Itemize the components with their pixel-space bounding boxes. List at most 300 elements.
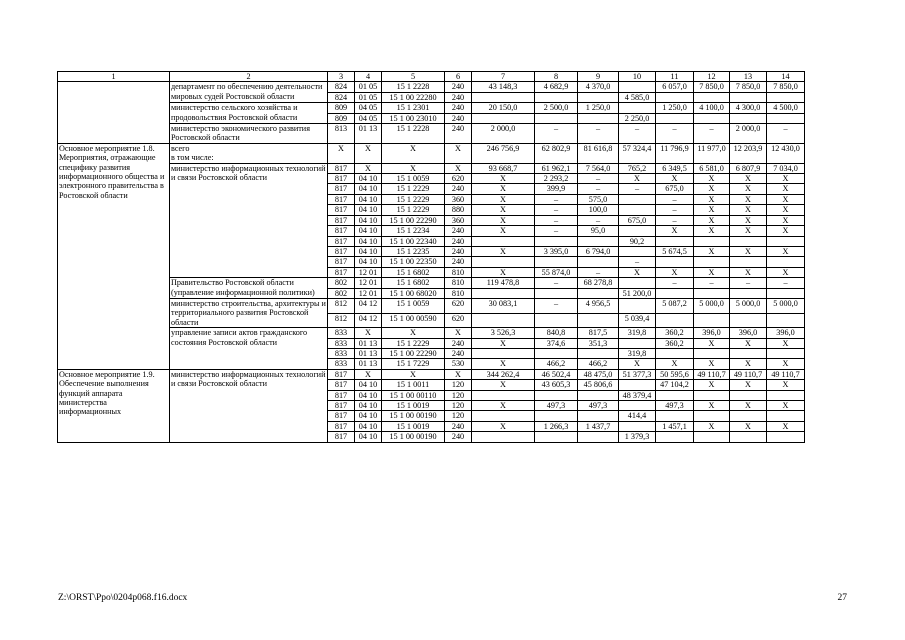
value-cell: – <box>578 174 619 184</box>
column-header: 12 <box>694 72 730 82</box>
value-cell: – <box>656 215 694 225</box>
value-cell <box>578 257 619 267</box>
value-cell <box>767 348 805 358</box>
value-cell: 01 05 <box>355 82 382 92</box>
value-cell <box>535 92 578 102</box>
value-cell: 319,8 <box>619 348 656 358</box>
value-cell <box>694 432 730 442</box>
value-cell: 240 <box>445 103 472 113</box>
value-cell: 2 500,0 <box>535 103 578 113</box>
value-cell: 809 <box>328 113 355 123</box>
column-header: 14 <box>767 72 805 82</box>
value-cell: X <box>472 421 535 431</box>
value-cell <box>578 92 619 102</box>
value-cell: 7 850,0 <box>694 82 730 92</box>
value-cell: X <box>472 194 535 204</box>
value-cell <box>730 432 767 442</box>
organization-name: министерство строительства, архитектуры и территориального развития Ростовской области <box>171 298 326 327</box>
value-cell: 344 262,4 <box>472 369 535 379</box>
value-cell: 817 <box>328 246 355 256</box>
organization-name: министерство информационных технологий и связи Ростовской области <box>170 369 328 442</box>
value-cell: 374,6 <box>535 338 578 348</box>
organization-name <box>170 143 328 163</box>
value-cell: 04 10 <box>355 246 382 256</box>
value-cell <box>619 205 656 215</box>
value-cell: 817 <box>328 215 355 225</box>
value-cell: 824 <box>328 82 355 92</box>
value-cell: X <box>694 380 730 390</box>
value-cell: 120 <box>445 380 472 390</box>
value-cell: 620 <box>445 298 472 313</box>
value-cell: 1 250,0 <box>578 103 619 113</box>
value-cell <box>535 432 578 442</box>
value-cell: X <box>619 359 656 369</box>
organization-name: Правительство Ростовской области (управление информационной политики) <box>170 278 328 299</box>
value-cell: 765,2 <box>619 163 656 173</box>
value-cell: 4 300,0 <box>730 103 767 113</box>
value-cell: 12 430,0 <box>767 143 805 163</box>
value-cell: X <box>730 205 767 215</box>
value-cell <box>535 348 578 358</box>
value-cell: 48 475,0 <box>578 369 619 379</box>
value-cell: X <box>730 421 767 431</box>
value-cell: – <box>535 194 578 204</box>
value-cell: X <box>694 359 730 369</box>
value-cell: 360,2 <box>656 338 694 348</box>
column-header: 1 <box>58 72 170 82</box>
value-cell <box>767 113 805 123</box>
value-cell <box>578 411 619 421</box>
value-cell: X <box>767 401 805 411</box>
value-cell <box>472 432 535 442</box>
value-cell: X <box>382 163 445 173</box>
column-header: 4 <box>355 72 382 82</box>
value-cell <box>656 432 694 442</box>
value-cell: 04 10 <box>355 205 382 215</box>
value-cell: X <box>694 226 730 236</box>
value-cell: 817 <box>328 174 355 184</box>
value-cell: 817,5 <box>578 328 619 338</box>
value-cell <box>694 411 730 421</box>
value-cell <box>472 411 535 421</box>
organization-name: департамент по обеспечению деятельности мировых судей Ростовской области <box>170 82 328 103</box>
value-cell: 04 05 <box>355 113 382 123</box>
value-cell: 01 05 <box>355 92 382 102</box>
value-cell: 43 605,3 <box>535 380 578 390</box>
value-cell: X <box>472 246 535 256</box>
value-cell: 15 1 00 22290 <box>382 215 445 225</box>
value-cell <box>694 236 730 246</box>
value-cell <box>472 313 535 328</box>
value-cell <box>619 401 656 411</box>
value-cell: 575,0 <box>578 194 619 204</box>
value-cell <box>656 288 694 298</box>
value-cell: 61 962,1 <box>535 163 578 173</box>
value-cell: 817 <box>328 205 355 215</box>
value-cell: 81 616,8 <box>578 143 619 163</box>
value-cell: 15 1 2229 <box>382 194 445 204</box>
value-cell: – <box>730 278 767 288</box>
value-cell: 04 10 <box>355 194 382 204</box>
value-cell <box>619 421 656 431</box>
value-cell: 55 874,0 <box>535 267 578 277</box>
column-header: 13 <box>730 72 767 82</box>
value-cell: 2 000,0 <box>730 124 767 144</box>
value-cell: X <box>382 369 445 379</box>
value-cell: – <box>767 124 805 144</box>
value-cell: X <box>767 246 805 256</box>
value-cell: 01 13 <box>355 338 382 348</box>
value-cell: 497,3 <box>578 401 619 411</box>
value-cell <box>694 348 730 358</box>
value-cell: 360 <box>445 194 472 204</box>
value-cell: 675,0 <box>656 184 694 194</box>
including-label: в том числе: <box>171 153 214 163</box>
value-cell: – <box>578 184 619 194</box>
page-number: 27 <box>837 593 847 603</box>
value-cell: 5 000,0 <box>730 298 767 313</box>
value-cell: 809 <box>328 103 355 113</box>
value-cell <box>730 113 767 123</box>
value-cell: 4 956,5 <box>578 298 619 313</box>
value-cell: 817 <box>328 184 355 194</box>
value-cell: X <box>730 194 767 204</box>
value-cell: 15 1 2301 <box>382 103 445 113</box>
value-cell <box>619 298 656 313</box>
value-cell: 68 278,8 <box>578 278 619 288</box>
value-cell <box>578 113 619 123</box>
value-cell: 04 10 <box>355 184 382 194</box>
value-cell: X <box>767 215 805 225</box>
value-cell <box>619 380 656 390</box>
value-cell <box>619 246 656 256</box>
value-cell: 11 796,9 <box>656 143 694 163</box>
value-cell <box>472 113 535 123</box>
organization-name: министерство информационных технологий и связи Ростовской области <box>170 163 328 277</box>
value-cell: X <box>656 267 694 277</box>
value-cell <box>656 113 694 123</box>
value-cell <box>619 278 656 288</box>
value-cell: 497,3 <box>656 401 694 411</box>
value-cell: 6 349,5 <box>656 163 694 173</box>
value-cell <box>767 92 805 102</box>
value-cell <box>656 236 694 246</box>
value-cell: 1 379,3 <box>619 432 656 442</box>
value-cell: X <box>472 226 535 236</box>
value-cell <box>619 338 656 348</box>
value-cell: 817 <box>328 236 355 246</box>
value-cell: 15 1 0011 <box>382 380 445 390</box>
value-cell: 880 <box>445 205 472 215</box>
value-cell <box>767 257 805 267</box>
value-cell <box>472 92 535 102</box>
value-cell: 04 12 <box>355 313 382 328</box>
value-cell: 90,2 <box>619 236 656 246</box>
value-cell: 530 <box>445 359 472 369</box>
value-cell: – <box>656 278 694 288</box>
value-cell <box>656 411 694 421</box>
value-cell <box>694 92 730 102</box>
value-cell: 4 682,9 <box>535 82 578 92</box>
value-cell: 817 <box>328 267 355 277</box>
value-cell: 812 <box>328 298 355 313</box>
value-cell: 824 <box>328 92 355 102</box>
value-cell <box>535 313 578 328</box>
value-cell: X <box>619 174 656 184</box>
value-cell: X <box>767 267 805 277</box>
value-cell: X <box>767 421 805 431</box>
value-cell: 396,0 <box>694 328 730 338</box>
value-cell: 817 <box>328 194 355 204</box>
value-cell: 15 1 00 22280 <box>382 92 445 102</box>
value-cell: 2 250,0 <box>619 113 656 123</box>
value-cell: – <box>578 215 619 225</box>
value-cell: 7 034,0 <box>767 163 805 173</box>
value-cell <box>694 313 730 328</box>
value-cell: 2 000,0 <box>472 124 535 144</box>
value-cell: – <box>656 124 694 144</box>
value-cell <box>578 348 619 358</box>
activity-name: Основное мероприятие 1.8. Мероприятия, отражающие специфику развития информационного общества и электронного правительства в Ростовской области <box>58 143 170 369</box>
value-cell: 15 1 00 68020 <box>382 288 445 298</box>
value-cell: 6 807,9 <box>730 163 767 173</box>
value-cell: 04 10 <box>355 236 382 246</box>
value-cell: 04 10 <box>355 226 382 236</box>
value-cell: 802 <box>328 288 355 298</box>
value-cell: X <box>730 359 767 369</box>
value-cell <box>578 432 619 442</box>
value-cell: 4 500,0 <box>767 103 805 113</box>
value-cell: 240 <box>445 348 472 358</box>
value-cell: X <box>730 380 767 390</box>
value-cell: 6 057,0 <box>656 82 694 92</box>
value-cell: 12 01 <box>355 288 382 298</box>
value-cell: 240 <box>445 257 472 267</box>
value-cell: 1 266,3 <box>535 421 578 431</box>
value-cell: 240 <box>445 124 472 144</box>
value-cell: 817 <box>328 380 355 390</box>
value-cell: X <box>730 401 767 411</box>
total-label: всего <box>171 143 190 153</box>
value-cell: 240 <box>445 421 472 431</box>
value-cell: – <box>656 205 694 215</box>
value-cell: X <box>472 215 535 225</box>
value-cell: 817 <box>328 390 355 400</box>
value-cell <box>619 82 656 92</box>
value-cell: 15 1 00 22340 <box>382 236 445 246</box>
value-cell: X <box>694 205 730 215</box>
value-cell: 12 01 <box>355 278 382 288</box>
value-cell: 95,0 <box>578 226 619 236</box>
value-cell: 119 478,8 <box>472 278 535 288</box>
value-cell: 15 1 00 00110 <box>382 390 445 400</box>
value-cell: 15 1 0019 <box>382 401 445 411</box>
value-cell: 466,2 <box>535 359 578 369</box>
value-cell: 3 395,0 <box>535 246 578 256</box>
value-cell: 15 1 2229 <box>382 205 445 215</box>
value-cell: X <box>730 246 767 256</box>
value-cell: X <box>730 174 767 184</box>
value-cell: 15 1 2234 <box>382 226 445 236</box>
value-cell: 15 1 2229 <box>382 184 445 194</box>
value-cell: 15 1 2229 <box>382 338 445 348</box>
value-cell: X <box>694 184 730 194</box>
organization-name: министерство экономического развития Ростовской области <box>170 124 328 144</box>
value-cell: 04 10 <box>355 421 382 431</box>
value-cell: X <box>472 267 535 277</box>
value-cell: – <box>578 267 619 277</box>
value-cell: – <box>767 278 805 288</box>
value-cell: 833 <box>328 328 355 338</box>
value-cell <box>619 103 656 113</box>
value-cell: 7 850,0 <box>730 82 767 92</box>
value-cell: 466,2 <box>578 359 619 369</box>
value-cell: 360,2 <box>656 328 694 338</box>
value-cell: 802 <box>328 278 355 288</box>
value-cell: 12 203,9 <box>730 143 767 163</box>
table-row <box>58 278 805 288</box>
value-cell: 817 <box>328 401 355 411</box>
column-header: 11 <box>656 72 694 82</box>
value-cell: 45 806,6 <box>578 380 619 390</box>
value-cell: X <box>730 338 767 348</box>
value-cell: 1 437,7 <box>578 421 619 431</box>
value-cell: 04 10 <box>355 174 382 184</box>
value-cell: 04 10 <box>355 432 382 442</box>
value-cell: 46 502,4 <box>535 369 578 379</box>
value-cell: X <box>730 215 767 225</box>
value-cell: 04 10 <box>355 411 382 421</box>
table-row <box>58 82 805 92</box>
value-cell: 15 1 00 22350 <box>382 257 445 267</box>
value-cell: 04 10 <box>355 257 382 267</box>
value-cell: 12 01 <box>355 267 382 277</box>
value-cell: X <box>472 205 535 215</box>
value-cell: X <box>472 359 535 369</box>
value-cell: 50 595,6 <box>656 369 694 379</box>
value-cell: 5 039,4 <box>619 313 656 328</box>
value-cell: X <box>355 163 382 173</box>
value-cell: – <box>619 257 656 267</box>
value-cell: 817 <box>328 411 355 421</box>
value-cell <box>656 313 694 328</box>
column-header: 9 <box>578 72 619 82</box>
activity-name: Основное мероприятие 1.9. Обеспечение выполнения функций аппарата министерства информационных <box>58 369 170 442</box>
table-row <box>58 103 805 113</box>
value-cell: X <box>694 401 730 411</box>
column-header: 3 <box>328 72 355 82</box>
value-cell: 240 <box>445 184 472 194</box>
value-cell: 20 150,0 <box>472 103 535 113</box>
value-cell: 817 <box>328 163 355 173</box>
total-row <box>58 143 805 163</box>
value-cell: 6 581,0 <box>694 163 730 173</box>
value-cell: 2 293,2 <box>535 174 578 184</box>
value-cell: 49 110,7 <box>694 369 730 379</box>
value-cell: – <box>578 124 619 144</box>
value-cell: 11 977,0 <box>694 143 730 163</box>
value-cell: 4 100,0 <box>694 103 730 113</box>
value-cell: 813 <box>328 124 355 144</box>
value-cell: X <box>656 226 694 236</box>
value-cell: – <box>619 184 656 194</box>
value-cell: 15 1 6802 <box>382 278 445 288</box>
value-cell: X <box>767 174 805 184</box>
value-cell <box>694 288 730 298</box>
value-cell: 15 1 2235 <box>382 246 445 256</box>
value-cell: X <box>694 174 730 184</box>
value-cell <box>730 288 767 298</box>
value-cell: X <box>472 184 535 194</box>
value-cell: 840,8 <box>535 328 578 338</box>
value-cell: 48 379,4 <box>619 390 656 400</box>
value-cell <box>767 411 805 421</box>
value-cell <box>472 348 535 358</box>
value-cell: 15 1 00 23010 <box>382 113 445 123</box>
value-cell: X <box>445 369 472 379</box>
value-cell: 51 200,0 <box>619 288 656 298</box>
value-cell <box>730 348 767 358</box>
value-cell: 01 13 <box>355 359 382 369</box>
value-cell <box>472 390 535 400</box>
value-cell <box>767 288 805 298</box>
value-cell: X <box>355 369 382 379</box>
value-cell <box>472 257 535 267</box>
value-cell <box>730 257 767 267</box>
value-cell: 5 087,2 <box>656 298 694 313</box>
value-cell: X <box>694 194 730 204</box>
value-cell: 817 <box>328 369 355 379</box>
value-cell: X <box>767 338 805 348</box>
column-header: 7 <box>472 72 535 82</box>
footer-file-path: Z:\ORST\Ppo\0204p068.f16.docx <box>58 593 188 603</box>
table-row <box>58 369 805 379</box>
value-cell <box>767 236 805 246</box>
value-cell: 3 526,3 <box>472 328 535 338</box>
value-cell <box>619 226 656 236</box>
value-cell: X <box>694 421 730 431</box>
budget-table <box>57 71 805 443</box>
value-cell: X <box>694 246 730 256</box>
value-cell: X <box>730 226 767 236</box>
value-cell: – <box>535 215 578 225</box>
value-cell: 360 <box>445 215 472 225</box>
value-cell: 240 <box>445 236 472 246</box>
value-cell <box>767 432 805 442</box>
value-cell: X <box>472 338 535 348</box>
value-cell: 6 794,0 <box>578 246 619 256</box>
value-cell: 817 <box>328 257 355 267</box>
value-cell: X <box>382 143 445 163</box>
value-cell <box>730 313 767 328</box>
value-cell: 833 <box>328 359 355 369</box>
value-cell: X <box>694 215 730 225</box>
value-cell: X <box>694 338 730 348</box>
value-cell: 1 457,1 <box>656 421 694 431</box>
value-cell: 51 377,3 <box>619 369 656 379</box>
value-cell: 5 000,0 <box>694 298 730 313</box>
value-cell: – <box>656 194 694 204</box>
value-cell: – <box>535 226 578 236</box>
value-cell <box>730 390 767 400</box>
value-cell: 15 1 00 22290 <box>382 348 445 358</box>
value-cell: 240 <box>445 246 472 256</box>
value-cell <box>730 236 767 246</box>
value-cell <box>578 313 619 328</box>
value-cell: – <box>535 278 578 288</box>
value-cell: X <box>472 174 535 184</box>
value-cell: X <box>767 194 805 204</box>
